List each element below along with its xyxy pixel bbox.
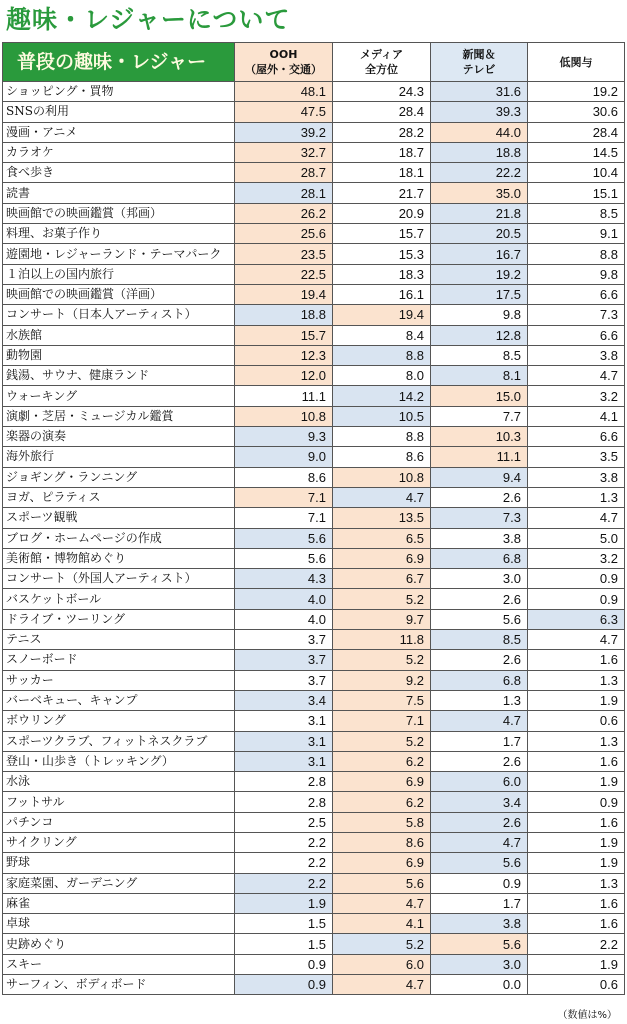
value-cell: 2.2 (235, 873, 333, 893)
value-cell: 16.1 (333, 284, 431, 304)
value-cell: 23.5 (235, 244, 333, 264)
value-cell: 26.2 (235, 203, 333, 223)
value-cell: 39.3 (431, 102, 528, 122)
value-cell: 9.4 (431, 467, 528, 487)
value-cell: 10.4 (528, 163, 625, 183)
table-row (3, 630, 625, 650)
value-cell: 2.6 (431, 812, 528, 832)
value-cell: 18.3 (333, 264, 431, 284)
value-cell: 0.9 (528, 589, 625, 609)
value-cell: 2.6 (431, 487, 528, 507)
table-row (3, 690, 625, 710)
value-cell: 9.8 (431, 305, 528, 325)
value-cell: 1.3 (528, 487, 625, 507)
value-cell: 1.6 (528, 812, 625, 832)
table-row (3, 427, 625, 447)
table-header-row (3, 43, 625, 82)
row-label: バーベキュー、キャンプ (3, 690, 235, 710)
value-cell: 9.1 (528, 224, 625, 244)
value-cell: 21.7 (333, 183, 431, 203)
value-cell: 2.6 (431, 589, 528, 609)
value-cell: 20.5 (431, 224, 528, 244)
row-label: サッカー (3, 670, 235, 690)
table-row (3, 183, 625, 203)
value-cell: 15.0 (431, 386, 528, 406)
value-cell: 8.5 (431, 345, 528, 365)
table-row (3, 670, 625, 690)
value-cell: 3.8 (528, 467, 625, 487)
value-cell: 6.0 (333, 954, 431, 974)
table-row (3, 142, 625, 162)
value-cell: 8.8 (333, 345, 431, 365)
value-cell: 9.2 (333, 670, 431, 690)
value-cell: 10.8 (235, 406, 333, 426)
row-label: コンサート（日本人アーティスト） (3, 305, 235, 325)
row-label: 楽器の演奏 (3, 427, 235, 447)
row-label: テニス (3, 630, 235, 650)
hobby-table (2, 42, 625, 995)
row-label: 水泳 (3, 772, 235, 792)
column-header-newspaper-tv (431, 43, 528, 82)
table-row (3, 812, 625, 832)
row-label: ドライブ・ツーリング (3, 609, 235, 629)
value-cell: 0.6 (528, 711, 625, 731)
value-cell: 28.4 (333, 102, 431, 122)
value-cell: 47.5 (235, 102, 333, 122)
value-cell: 5.8 (333, 812, 431, 832)
value-cell: 22.2 (431, 163, 528, 183)
value-cell: 3.7 (235, 670, 333, 690)
value-cell: 2.2 (528, 934, 625, 954)
table-row (3, 914, 625, 934)
value-cell: 14.5 (528, 142, 625, 162)
value-cell: 12.0 (235, 366, 333, 386)
row-label: 食べ歩き (3, 163, 235, 183)
value-cell: 18.8 (431, 142, 528, 162)
row-label: 映画館での映画鑑賞（邦画） (3, 203, 235, 223)
value-cell: 4.1 (528, 406, 625, 426)
row-label: ショッピング・買物 (3, 82, 235, 102)
value-cell: 5.2 (333, 731, 431, 751)
value-cell: 8.6 (333, 447, 431, 467)
value-cell: 5.6 (333, 873, 431, 893)
value-cell: 28.1 (235, 183, 333, 203)
value-cell: 25.6 (235, 224, 333, 244)
value-cell: 20.9 (333, 203, 431, 223)
column-header-line1: OOH (269, 48, 298, 61)
value-cell: 6.5 (333, 528, 431, 548)
value-cell: 32.7 (235, 142, 333, 162)
table-row (3, 264, 625, 284)
value-cell: 1.3 (528, 873, 625, 893)
table-row (3, 954, 625, 974)
table-row (3, 893, 625, 913)
value-cell: 6.6 (528, 325, 625, 345)
value-cell: 6.6 (528, 427, 625, 447)
value-cell: 4.7 (333, 893, 431, 913)
value-cell: 28.2 (333, 122, 431, 142)
value-cell: 9.3 (235, 427, 333, 447)
column-header-ooh (235, 43, 333, 82)
value-cell: 9.0 (235, 447, 333, 467)
unit-note: （数値は%） (557, 1010, 617, 1021)
value-cell: 3.7 (235, 650, 333, 670)
row-label: カラオケ (3, 142, 235, 162)
table-row (3, 873, 625, 893)
value-cell: 31.6 (431, 82, 528, 102)
value-cell: 7.5 (333, 690, 431, 710)
value-cell: 17.5 (431, 284, 528, 304)
row-label: フットサル (3, 792, 235, 812)
value-cell: 1.3 (431, 690, 528, 710)
corner-header: 普段の趣味・レジャー (3, 43, 235, 82)
value-cell: 1.9 (528, 690, 625, 710)
value-cell: 3.4 (431, 792, 528, 812)
row-label: ヨガ、ピラティス (3, 487, 235, 507)
row-label: 麻雀 (3, 893, 235, 913)
value-cell: 7.3 (528, 305, 625, 325)
value-cell: 6.9 (333, 853, 431, 873)
value-cell: 3.8 (431, 914, 528, 934)
value-cell: 21.8 (431, 203, 528, 223)
value-cell: 6.9 (333, 772, 431, 792)
row-label: コンサート（外国人アーティスト） (3, 569, 235, 589)
value-cell: 1.7 (431, 731, 528, 751)
row-label: ボウリング (3, 711, 235, 731)
value-cell: 19.2 (528, 82, 625, 102)
row-label: スキー (3, 954, 235, 974)
table-row (3, 548, 625, 568)
value-cell: 1.9 (235, 893, 333, 913)
value-cell: 2.8 (235, 792, 333, 812)
column-header-line1: 低関与 (559, 55, 593, 69)
column-header-line2: 全方位 (365, 63, 398, 76)
table-row (3, 122, 625, 142)
table-row (3, 528, 625, 548)
table-row (3, 772, 625, 792)
value-cell: 6.8 (431, 548, 528, 568)
table-row (3, 853, 625, 873)
value-cell: 4.7 (431, 832, 528, 852)
row-label: 史跡めぐり (3, 934, 235, 954)
value-cell: 14.2 (333, 386, 431, 406)
column-header-line1: メディア (359, 48, 404, 61)
value-cell: 11.8 (333, 630, 431, 650)
value-cell: 8.6 (333, 832, 431, 852)
value-cell: 7.1 (235, 487, 333, 507)
value-cell: 1.9 (528, 772, 625, 792)
value-cell: 3.2 (528, 386, 625, 406)
value-cell: 1.5 (235, 934, 333, 954)
value-cell: 3.1 (235, 731, 333, 751)
value-cell: 4.7 (528, 366, 625, 386)
table-row (3, 711, 625, 731)
row-label: 銭湯、サウナ、健康ランド (3, 366, 235, 386)
value-cell: 8.0 (333, 366, 431, 386)
value-cell: 4.0 (235, 609, 333, 629)
value-cell: 2.6 (431, 751, 528, 771)
row-label: 家庭菜園、ガーデニング (3, 873, 235, 893)
table-row (3, 102, 625, 122)
row-label: 漫画・アニメ (3, 122, 235, 142)
value-cell: 19.4 (333, 305, 431, 325)
row-label: スポーツ観戦 (3, 508, 235, 528)
table-body (3, 82, 625, 995)
value-cell: 3.4 (235, 690, 333, 710)
value-cell: 1.3 (528, 670, 625, 690)
value-cell: 8.8 (333, 427, 431, 447)
value-cell: 1.6 (528, 893, 625, 913)
value-cell: 1.7 (431, 893, 528, 913)
table-row (3, 224, 625, 244)
value-cell: 1.3 (528, 731, 625, 751)
table-row (3, 203, 625, 223)
value-cell: 4.7 (528, 630, 625, 650)
value-cell: 7.1 (333, 711, 431, 731)
value-cell: 22.5 (235, 264, 333, 284)
value-cell: 28.4 (528, 122, 625, 142)
value-cell: 5.2 (333, 650, 431, 670)
table-row (3, 386, 625, 406)
value-cell: 0.9 (235, 954, 333, 974)
value-cell: 12.3 (235, 345, 333, 365)
value-cell: 1.9 (528, 853, 625, 873)
row-label: １泊以上の国内旅行 (3, 264, 235, 284)
value-cell: 2.2 (235, 853, 333, 873)
table-row (3, 467, 625, 487)
value-cell: 2.5 (235, 812, 333, 832)
value-cell: 1.6 (528, 650, 625, 670)
value-cell: 0.9 (528, 792, 625, 812)
value-cell: 13.5 (333, 508, 431, 528)
row-label: 野球 (3, 853, 235, 873)
value-cell: 5.0 (528, 528, 625, 548)
value-cell: 7.1 (235, 508, 333, 528)
value-cell: 4.7 (333, 975, 431, 995)
value-cell: 5.6 (431, 934, 528, 954)
value-cell: 6.3 (528, 609, 625, 629)
table-row (3, 163, 625, 183)
value-cell: 15.3 (333, 244, 431, 264)
row-label: スポーツクラブ、フィットネスクラブ (3, 731, 235, 751)
value-cell: 19.4 (235, 284, 333, 304)
row-label: 動物園 (3, 345, 235, 365)
table-row (3, 751, 625, 771)
value-cell: 5.6 (431, 853, 528, 873)
value-cell: 3.2 (528, 548, 625, 568)
column-header-line2: （屋外・交通） (245, 63, 322, 76)
value-cell: 8.5 (528, 203, 625, 223)
value-cell: 5.6 (235, 528, 333, 548)
table-row (3, 975, 625, 995)
value-cell: 11.1 (431, 447, 528, 467)
row-label: 海外旅行 (3, 447, 235, 467)
value-cell: 39.2 (235, 122, 333, 142)
row-label: ブログ・ホームページの作成 (3, 528, 235, 548)
row-label: ジョギング・ランニング (3, 467, 235, 487)
value-cell: 10.3 (431, 427, 528, 447)
value-cell: 0.9 (431, 873, 528, 893)
row-label: サーフィン、ボディボード (3, 975, 235, 995)
table-row (3, 792, 625, 812)
value-cell: 4.0 (235, 589, 333, 609)
value-cell: 9.7 (333, 609, 431, 629)
row-label: パチンコ (3, 812, 235, 832)
table-row (3, 731, 625, 751)
table-row (3, 650, 625, 670)
row-label: サイクリング (3, 832, 235, 852)
value-cell: 3.5 (528, 447, 625, 467)
value-cell: 44.0 (431, 122, 528, 142)
row-label: 水族館 (3, 325, 235, 345)
value-cell: 6.0 (431, 772, 528, 792)
value-cell: 5.2 (333, 934, 431, 954)
value-cell: 8.1 (431, 366, 528, 386)
table-row (3, 934, 625, 954)
value-cell: 5.2 (333, 589, 431, 609)
value-cell: 3.8 (528, 345, 625, 365)
row-label: スノーボード (3, 650, 235, 670)
value-cell: 8.6 (235, 467, 333, 487)
value-cell: 0.9 (528, 569, 625, 589)
column-header-media (333, 43, 431, 82)
table-row (3, 325, 625, 345)
table-row (3, 569, 625, 589)
value-cell: 7.7 (431, 406, 528, 426)
value-cell: 18.7 (333, 142, 431, 162)
column-header-line2: テレビ (462, 63, 496, 76)
value-cell: 10.5 (333, 406, 431, 426)
value-cell: 3.8 (431, 528, 528, 548)
value-cell: 3.7 (235, 630, 333, 650)
value-cell: 4.3 (235, 569, 333, 589)
value-cell: 2.8 (235, 772, 333, 792)
row-label: 卓球 (3, 914, 235, 934)
row-label: バスケットボール (3, 589, 235, 609)
table-row (3, 366, 625, 386)
value-cell: 5.6 (235, 548, 333, 568)
value-cell: 7.3 (431, 508, 528, 528)
value-cell: 4.7 (333, 487, 431, 507)
value-cell: 8.4 (333, 325, 431, 345)
value-cell: 4.7 (431, 711, 528, 731)
value-cell: 30.6 (528, 102, 625, 122)
row-label: 登山・山歩き（トレッキング） (3, 751, 235, 771)
value-cell: 15.7 (235, 325, 333, 345)
table-row (3, 244, 625, 264)
table-row (3, 345, 625, 365)
value-cell: 24.3 (333, 82, 431, 102)
row-label: 美術館・博物館めぐり (3, 548, 235, 568)
value-cell: 1.5 (235, 914, 333, 934)
value-cell: 11.1 (235, 386, 333, 406)
table-row (3, 305, 625, 325)
row-label: SNSの利用 (3, 102, 235, 122)
value-cell: 5.6 (431, 609, 528, 629)
value-cell: 10.8 (333, 467, 431, 487)
table-row (3, 609, 625, 629)
value-cell: 35.0 (431, 183, 528, 203)
value-cell: 6.2 (333, 792, 431, 812)
table-row (3, 487, 625, 507)
table-row (3, 447, 625, 467)
value-cell: 1.6 (528, 751, 625, 771)
value-cell: 0.9 (235, 975, 333, 995)
row-label: 読書 (3, 183, 235, 203)
value-cell: 6.8 (431, 670, 528, 690)
value-cell: 1.9 (528, 832, 625, 852)
value-cell: 4.1 (333, 914, 431, 934)
column-header-line1: 新聞＆ (462, 48, 496, 61)
value-cell: 8.5 (431, 630, 528, 650)
value-cell: 28.7 (235, 163, 333, 183)
row-label: 料理、お菓子作り (3, 224, 235, 244)
value-cell: 15.7 (333, 224, 431, 244)
value-cell: 1.9 (528, 954, 625, 974)
value-cell: 4.7 (528, 508, 625, 528)
page-title: 趣味・レジャーについて (6, 5, 291, 34)
table-row (3, 508, 625, 528)
row-label: 遊園地・レジャーランド・テーマパーク (3, 244, 235, 264)
column-header-low-involvement (528, 43, 625, 82)
table-row (3, 406, 625, 426)
value-cell: 48.1 (235, 82, 333, 102)
value-cell: 2.2 (235, 832, 333, 852)
row-label: 演劇・芝居・ミュージカル鑑賞 (3, 406, 235, 426)
value-cell: 3.0 (431, 954, 528, 974)
value-cell: 3.0 (431, 569, 528, 589)
value-cell: 6.7 (333, 569, 431, 589)
value-cell: 3.1 (235, 711, 333, 731)
value-cell: 16.7 (431, 244, 528, 264)
value-cell: 2.6 (431, 650, 528, 670)
value-cell: 9.8 (528, 264, 625, 284)
value-cell: 1.6 (528, 914, 625, 934)
value-cell: 6.9 (333, 548, 431, 568)
table-row (3, 284, 625, 304)
value-cell: 0.0 (431, 975, 528, 995)
value-cell: 6.6 (528, 284, 625, 304)
value-cell: 0.6 (528, 975, 625, 995)
value-cell: 15.1 (528, 183, 625, 203)
table-row (3, 832, 625, 852)
table-row (3, 82, 625, 102)
value-cell: 6.2 (333, 751, 431, 771)
value-cell: 8.8 (528, 244, 625, 264)
value-cell: 19.2 (431, 264, 528, 284)
row-label: 映画館での映画鑑賞（洋画） (3, 284, 235, 304)
table-row (3, 589, 625, 609)
row-label: ウォーキング (3, 386, 235, 406)
value-cell: 3.1 (235, 751, 333, 771)
value-cell: 18.1 (333, 163, 431, 183)
value-cell: 18.8 (235, 305, 333, 325)
value-cell: 12.8 (431, 325, 528, 345)
